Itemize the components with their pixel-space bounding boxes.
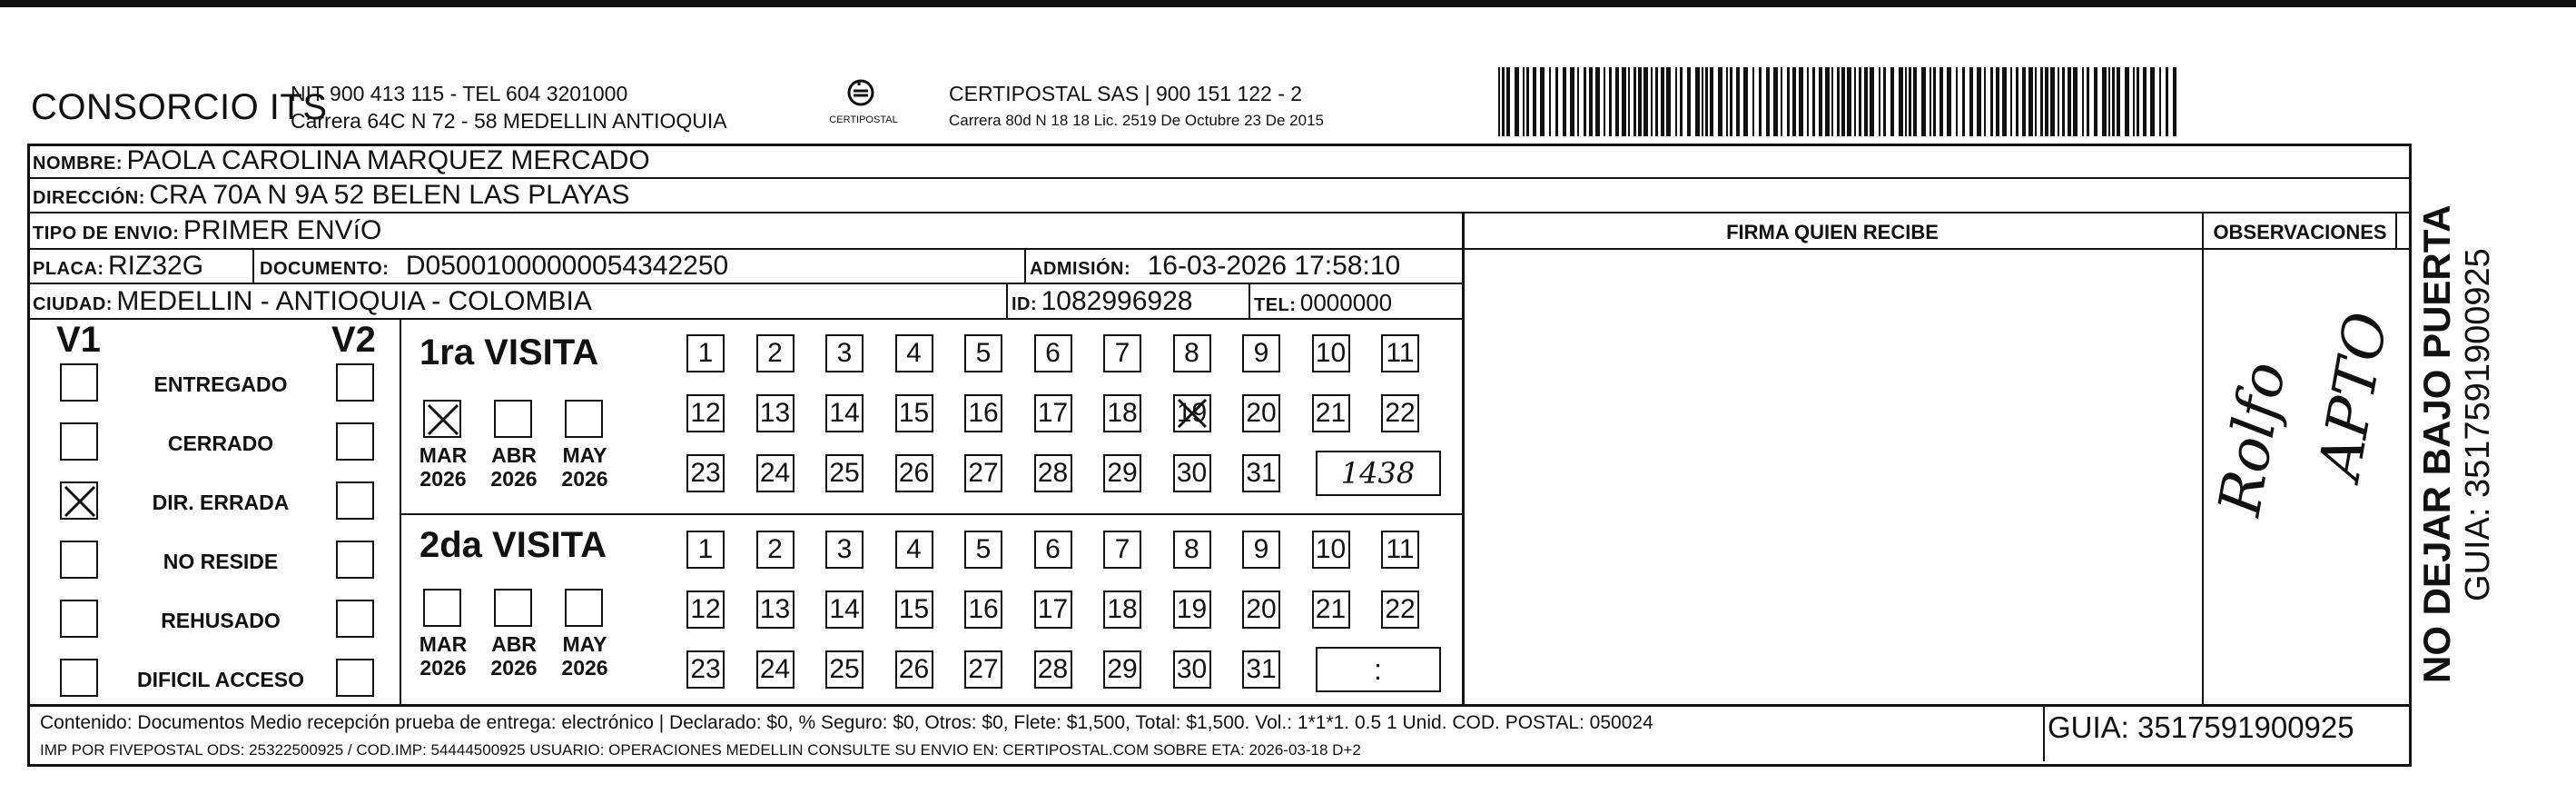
barcode-bar [2028, 67, 2033, 136]
day-box[interactable]: 18 [1103, 394, 1141, 432]
day-box[interactable]: 15 [895, 591, 933, 629]
barcode-bar [1847, 67, 1851, 136]
barcode-bar [2150, 67, 2155, 136]
time-box[interactable]: 1438 [1316, 451, 1441, 496]
barcode-bar [1752, 67, 1754, 136]
day-box[interactable]: 20 [1242, 591, 1280, 629]
barcode-bar [2137, 67, 2139, 136]
logo-caption: CERTIPOSTAL [829, 114, 898, 125]
barcode-bar [1540, 67, 1545, 136]
barcode-bar [1622, 67, 1626, 136]
day-box[interactable]: 15 [895, 394, 933, 432]
barcode-bar [1633, 67, 1636, 136]
placa-row [33, 251, 203, 282]
side-guia: GUIA: 3517591900925 [2459, 248, 2497, 601]
month-checkbox[interactable] [565, 400, 603, 438]
direccion-row [33, 180, 630, 211]
barcode-bar [2102, 67, 2107, 136]
v2-checkbox[interactable] [336, 541, 374, 579]
barcode-bar [1506, 67, 1510, 136]
barcode-bar [1825, 67, 1830, 136]
month-label [487, 632, 541, 680]
day-box[interactable]: 17 [1034, 591, 1072, 629]
month-year: 2026 [561, 467, 608, 491]
barcode-bar [1615, 67, 1619, 136]
month-name: MAY [562, 443, 607, 467]
footer-guia: GUIA: 3517591900925 [2048, 710, 2354, 744]
barcode-bar [1812, 67, 1815, 136]
barcode-bar [1799, 67, 1803, 136]
rule [1024, 248, 1026, 283]
admision-label: ADMISIÓN: [1030, 259, 1131, 279]
handwritten-observation-1: Rolfo [2206, 357, 2300, 521]
v2-checkbox[interactable] [336, 600, 374, 638]
rule [2043, 704, 2045, 761]
day-box[interactable]: 25 [825, 650, 864, 689]
month-label [416, 632, 470, 680]
day-box[interactable]: 18 [1103, 591, 1141, 629]
barcode-bar [1831, 67, 1833, 136]
placa-label: PLACA: [33, 259, 104, 279]
tel-label: TEL: [1254, 295, 1297, 315]
day-box[interactable]: 25 [825, 454, 864, 492]
month-checkbox[interactable] [423, 589, 461, 627]
v2-checkbox[interactable] [336, 659, 374, 697]
tipo-label: TIPO DE ENVIO: [33, 223, 180, 243]
month-name: MAR [419, 632, 468, 656]
barcode-bar [2117, 67, 2120, 136]
documento-label: DOCUMENTO: [260, 259, 390, 279]
barcode-bar [1819, 67, 1822, 136]
direccion-value: CRA 70A N 9A 52 BELEN LAS PLAYAS [149, 180, 630, 210]
day-box[interactable]: 31 [1242, 454, 1280, 492]
barcode-bar [1628, 67, 1630, 136]
day-box[interactable]: 9 [1242, 531, 1280, 569]
barcode-bar [2112, 67, 2115, 136]
month-year: 2026 [561, 656, 608, 680]
barcode-bar [1643, 67, 1648, 136]
v1-checkbox[interactable] [60, 363, 98, 402]
day-box[interactable]: 22 [1381, 591, 1419, 629]
company-address: Carrera 64C N 72 - 58 MEDELLIN ANTIOQUIA [291, 109, 727, 133]
barcode-bar [1533, 67, 1536, 136]
barcode-bar [1913, 67, 1917, 136]
rule [2202, 212, 2204, 704]
month-name: ABR [491, 632, 537, 656]
day-box[interactable]: 7 [1103, 531, 1141, 569]
rule [400, 513, 1462, 515]
month-label [558, 443, 612, 491]
day-box[interactable]: 24 [756, 454, 795, 492]
admision-value: 16-03-2026 17:58:10 [1147, 251, 1401, 281]
barcode-bar [2073, 67, 2078, 136]
day-box[interactable]: 14 [825, 394, 864, 432]
barcode-bar [2050, 67, 2055, 136]
nit-line: NIT 900 413 115 - TEL 604 3201000 [291, 82, 628, 105]
admision-row [1030, 251, 1400, 282]
month-name: MAY [562, 632, 607, 656]
barcode-bar [1939, 67, 1943, 136]
barcode-bar [1655, 67, 1658, 136]
barcode-bar [2087, 67, 2089, 136]
day-box[interactable]: 14 [825, 591, 864, 629]
day-box[interactable]: 3 [825, 531, 864, 569]
barcode-bar [1695, 67, 1700, 136]
rule [252, 248, 254, 283]
barcode-bar [1787, 67, 1790, 136]
day-box[interactable]: 8 [1173, 531, 1211, 569]
day-box[interactable]: 16 [964, 591, 1002, 629]
barcode-bar [1909, 67, 1911, 136]
tel-row [1254, 289, 1392, 317]
barcode-bar [1743, 67, 1748, 136]
direccion-label: DIRECCIÓN: [33, 188, 145, 208]
day-box[interactable]: 11 [1381, 531, 1419, 569]
barcode-bar [2173, 67, 2176, 136]
tipo-value: PRIMER ENVíO [183, 215, 382, 245]
barcode-bar [1890, 67, 1894, 136]
rule [27, 283, 1462, 284]
certipostal-logo-icon [829, 73, 893, 136]
v1-checkbox[interactable] [60, 659, 98, 697]
day-box[interactable]: 12 [686, 591, 725, 629]
placa-value: RIZ32G [108, 251, 204, 281]
month-label [416, 443, 470, 491]
rule [1006, 283, 1008, 318]
barcode-bar [1523, 67, 1525, 136]
day-box[interactable]: 1 [686, 531, 725, 569]
barcode-bar [2062, 67, 2065, 136]
day-box[interactable]: 31 [1242, 650, 1280, 689]
barcode-bar [1930, 67, 1931, 136]
barcode-bar [2143, 67, 2147, 136]
ciudad-label: CIUDAD: [33, 294, 113, 314]
v1-checkbox[interactable] [60, 600, 98, 638]
day-box[interactable]: 9 [1242, 334, 1280, 372]
barcode-bar [1730, 67, 1732, 136]
barcode-bar [1718, 67, 1722, 136]
day-box[interactable]: 4 [895, 334, 933, 372]
barcode-bar [2058, 67, 2059, 136]
barcode-bar [1736, 67, 1740, 136]
status-label: DIR. ERRADA [152, 491, 290, 514]
barcode-bar [1837, 67, 1840, 136]
barcode-bar [2159, 67, 2161, 136]
barcode-bar [1526, 67, 1529, 136]
barcode-bar [2125, 67, 2129, 136]
day-box[interactable]: 23 [686, 650, 725, 689]
footer-print-info: IMP POR FIVEPOSTAL ODS: 25322500925 / COD.IMP: 54444500925 USUARIO: OPERACIONES MEDELLIN CONSULTE SU ENVIO EN: CERTIPOSTAL.COM SOBRE ETA: 2026-03-18 D+2 [40, 741, 1361, 759]
barcode-bar [1638, 67, 1642, 136]
barcode-bar [2166, 67, 2168, 136]
documento-value: D05001000000054342250 [405, 251, 729, 281]
footer-contents: Contenido: Documentos Medio recepción prueba de entrega: electrónico | Declarado: $0, % Seguro: $0, Otros: $0, Flete: $1,500, Total: $1,500. Vol.: 1*1*1. 0.5 1 Unid. COD. POSTAL: 050024 [40, 712, 1653, 733]
top-border [0, 0, 2576, 7]
day-box[interactable]: 6 [1034, 334, 1072, 372]
day-box[interactable]: 3 [825, 334, 864, 372]
tel-value: 0000000 [1299, 289, 1393, 316]
month-label [558, 632, 612, 680]
side-warning: NO DEJAR BAJO PUERTA [2415, 204, 2458, 683]
barcode-bar [1595, 67, 1600, 136]
barcode-bar [1864, 67, 1868, 136]
day-box[interactable]: 29 [1103, 650, 1141, 689]
barcode-bar [1996, 67, 1999, 136]
rule [27, 318, 1462, 320]
barcode-bar [1905, 67, 1907, 136]
firma-header: FIRMA QUIEN RECIBE [1726, 221, 1939, 243]
barcode-bar [1549, 67, 1551, 136]
company-name: CONSORCIO ITS [31, 87, 328, 127]
barcode-bar [2022, 67, 2026, 136]
day-box[interactable]: 30 [1173, 454, 1211, 492]
ciudad-value: MEDELLIN - ANTIOQUIA - COLOMBIA [116, 286, 592, 316]
status-label: CERRADO [167, 432, 274, 455]
barcode-bar [1666, 67, 1671, 136]
day-box[interactable]: 4 [895, 531, 933, 569]
barcode-bar [2016, 67, 2018, 136]
barcode-bar [1710, 67, 1713, 136]
barcode-bar [1947, 67, 1951, 136]
day-box[interactable]: 19 [1173, 591, 1211, 629]
rule [27, 177, 2409, 179]
barcode-bar [1702, 67, 1703, 136]
rule [400, 318, 401, 704]
barcode-bar [2133, 67, 2135, 136]
barcode-bar [1563, 67, 1566, 136]
check-mark-icon [1175, 396, 1209, 431]
barcode-bar [1705, 67, 1708, 136]
nombre-value: PAOLA CAROLINA MARQUEZ MERCADO [126, 145, 650, 175]
barcode-bar [1589, 67, 1593, 136]
day-box[interactable]: 24 [756, 650, 795, 689]
barcode-bar [2094, 67, 2097, 136]
barcode-bar [1651, 67, 1653, 136]
barcode-bar [2010, 67, 2012, 136]
rule [1249, 283, 1250, 318]
day-box[interactable]: 20 [1242, 394, 1280, 432]
month-checkbox[interactable] [494, 589, 532, 627]
nombre-row [33, 145, 650, 176]
barcode-bar [1502, 67, 1505, 136]
ciudad-row [33, 286, 592, 317]
v2-checkbox[interactable] [336, 481, 374, 520]
barcode-bar [1870, 67, 1874, 136]
status-label: NO RESIDE [163, 550, 279, 573]
day-box[interactable]: 8 [1173, 334, 1211, 372]
barcode-bar [1969, 67, 1973, 136]
check-mark-icon [425, 402, 461, 438]
day-box[interactable]: 17 [1034, 394, 1072, 432]
v2-label: V2 [331, 320, 376, 360]
day-box[interactable]: 12 [686, 394, 725, 432]
day-box[interactable]: 22 [1381, 394, 1419, 432]
month-checkbox[interactable] [494, 400, 532, 438]
month-year: 2026 [490, 467, 538, 491]
rule [1462, 212, 1465, 704]
handwritten-observation-2: APTO [2306, 307, 2402, 484]
barcode-bar [2040, 67, 2043, 136]
day-box[interactable]: 5 [964, 334, 1002, 372]
barcode-bar [1933, 67, 1936, 136]
barcode-bar [1604, 67, 1605, 136]
barcode-bar [1577, 67, 1579, 136]
month-year: 2026 [419, 467, 467, 491]
day-box[interactable]: 2 [756, 334, 795, 372]
status-label: ENTREGADO [153, 372, 288, 396]
day-box[interactable]: 21 [1312, 591, 1350, 629]
month-name: ABR [491, 443, 537, 467]
day-box[interactable]: 13 [756, 394, 795, 432]
month-checkbox[interactable] [423, 400, 461, 438]
barcode-bar [1766, 67, 1770, 136]
month-label [487, 443, 541, 491]
observaciones-header: OBSERVACIONES [2213, 221, 2387, 243]
id-value: 1082996928 [1041, 286, 1193, 316]
month-year: 2026 [490, 656, 538, 680]
barcode-bar [1675, 67, 1677, 136]
barcode-bar [1584, 67, 1586, 136]
day-box[interactable]: 6 [1034, 531, 1072, 569]
barcode-bar [1609, 67, 1612, 136]
barcode-bar [1859, 67, 1861, 136]
barcode-bar [1990, 67, 1993, 136]
day-box[interactable]: 29 [1103, 454, 1141, 492]
barcode-bar [1515, 67, 1519, 136]
barcode-bar [1841, 67, 1845, 136]
visit1-title: 1ra VISITA [419, 332, 599, 372]
rule [27, 704, 2409, 707]
certi-address: Carrera 80d N 18 18 Lic. 2519 De Octubre 23 De 2015 [949, 112, 1324, 129]
barcode-bar [1687, 67, 1691, 136]
day-box[interactable]: 10 [1312, 334, 1350, 372]
day-box[interactable]: 27 [964, 650, 1002, 689]
barcode-bar [1899, 67, 1903, 136]
day-box[interactable]: 2 [756, 531, 795, 569]
barcode-bar [1883, 67, 1886, 136]
day-box[interactable]: 5 [964, 531, 1002, 569]
month-name: MAR [419, 443, 468, 467]
barcode [1498, 67, 2179, 136]
rule [27, 212, 2409, 213]
day-box[interactable]: 23 [686, 454, 725, 492]
barcode-bar [2045, 67, 2048, 136]
barcode-bar [1570, 67, 1574, 136]
barcode-bar [1977, 67, 1981, 136]
day-box[interactable]: 21 [1312, 394, 1350, 432]
day-box[interactable]: 26 [895, 650, 933, 689]
check-mark-icon [62, 483, 98, 520]
month-year: 2026 [419, 656, 467, 680]
company-details [291, 80, 727, 134]
barcode-bar [1962, 67, 1965, 136]
id-label: ID: [1012, 294, 1038, 314]
status-label: DIFICIL ACCESO [136, 668, 304, 691]
barcode-bar [1759, 67, 1762, 136]
barcode-bar [1555, 67, 1558, 136]
barcode-bar [1726, 67, 1728, 136]
v2-checkbox[interactable] [336, 422, 374, 461]
barcode-bar [2082, 67, 2084, 136]
nombre-label: NOMBRE: [33, 154, 123, 174]
v1-checkbox[interactable] [60, 541, 98, 579]
visit2-title: 2da VISITA [419, 525, 607, 565]
day-box[interactable]: 30 [1173, 650, 1211, 689]
barcode-bar [2035, 67, 2037, 136]
day-box[interactable]: 13 [756, 591, 795, 629]
v2-checkbox[interactable] [336, 363, 374, 402]
time-box[interactable]: : [1316, 647, 1441, 692]
documento-row [260, 251, 728, 282]
barcode-bar [2108, 67, 2110, 136]
barcode-bar [2002, 67, 2007, 136]
barcode-bar [1680, 67, 1683, 136]
barcode-bar [1984, 67, 1986, 136]
day-box[interactable]: 28 [1034, 650, 1072, 689]
barcode-bar [1792, 67, 1796, 136]
day-box[interactable]: 27 [964, 454, 1002, 492]
certi-line: CERTIPOSTAL SAS | 900 151 122 - 2 [949, 82, 1303, 105]
day-box[interactable]: 19 [1173, 394, 1211, 432]
id-row [1012, 286, 1192, 317]
barcode-bar [1773, 67, 1778, 136]
barcode-bar [1807, 67, 1809, 136]
day-box[interactable]: 16 [964, 394, 1002, 432]
barcode-bar [1879, 67, 1880, 136]
tipo-row [33, 215, 381, 246]
barcode-bar [1781, 67, 1782, 136]
day-box[interactable]: 7 [1103, 334, 1141, 372]
barcode-bar [1956, 67, 1958, 136]
barcode-bar [1661, 67, 1664, 136]
day-box[interactable]: 28 [1034, 454, 1072, 492]
day-box[interactable]: 26 [895, 454, 933, 492]
rule [27, 248, 2409, 250]
barcode-bar [1498, 67, 1500, 136]
v1-label: V1 [56, 320, 101, 360]
barcode-bar [1854, 67, 1856, 136]
v1-checkbox[interactable] [60, 422, 98, 461]
status-label: REHUSADO [161, 609, 281, 632]
certipostal-details [949, 80, 1324, 134]
day-box[interactable]: 10 [1312, 531, 1350, 569]
barcode-bar [2068, 67, 2071, 136]
day-box[interactable]: 1 [686, 334, 725, 372]
day-box[interactable]: 11 [1381, 334, 1419, 372]
month-checkbox[interactable] [565, 589, 603, 627]
barcode-bar [1921, 67, 1926, 136]
v1-checkbox[interactable] [60, 481, 98, 520]
